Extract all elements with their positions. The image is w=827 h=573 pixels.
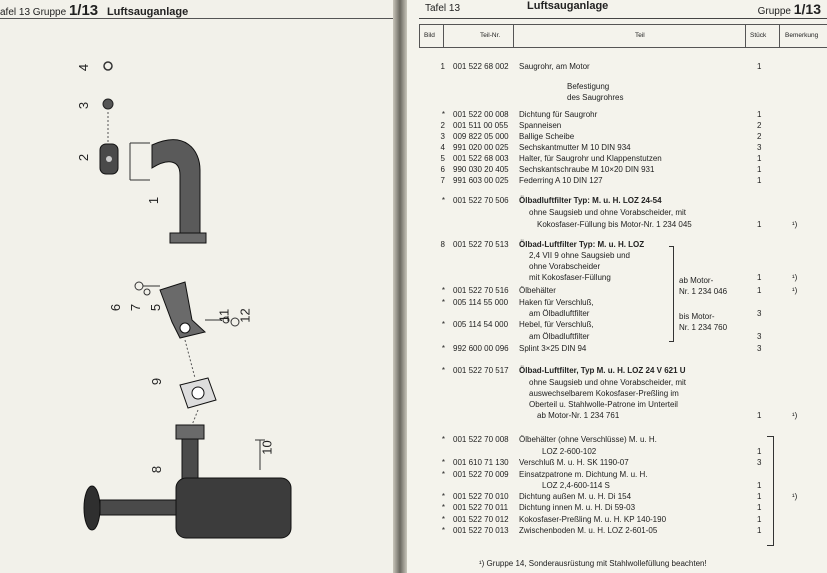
row-quantity: 1 bbox=[757, 273, 762, 282]
row-quantity: 1 bbox=[757, 411, 762, 420]
row-part-description: Ölbad-Luftfilter Typ: M. u. H. LOZ bbox=[519, 240, 645, 249]
row-part-description: 2,4 VII 9 ohne Saugsieb und bbox=[529, 251, 630, 260]
row-part-description: Ballige Scheibe bbox=[519, 132, 575, 141]
row-quantity: 2 bbox=[757, 121, 762, 130]
bracket-note: Nr. 1 234 760 bbox=[679, 323, 728, 332]
row-part-description: Oberteil u. Stahlwolle-Patrone im Unterteil bbox=[529, 400, 678, 409]
right-header-left: Tafel 13 bbox=[425, 3, 461, 14]
row-part-number: 001 610 71 130 bbox=[453, 458, 509, 467]
row-part-number: 001 522 70 008 bbox=[453, 435, 509, 444]
row-part-description: Federring A 10 DIN 127 bbox=[519, 176, 603, 185]
intake-elbow-part bbox=[152, 140, 200, 235]
filter-inlet-cap bbox=[84, 486, 100, 530]
row-part-number: 992 600 00 096 bbox=[453, 344, 509, 353]
row-bild: * bbox=[441, 503, 445, 512]
row-bild: * bbox=[441, 435, 445, 444]
spring-ring-part bbox=[144, 289, 150, 295]
row-part-description: Splint 3×25 DIN 94 bbox=[519, 344, 587, 353]
col-divider bbox=[443, 24, 444, 48]
row-quantity: 2 bbox=[757, 132, 762, 141]
callout-2: 2 bbox=[76, 153, 92, 162]
row-part-number: 001 522 70 011 bbox=[453, 503, 509, 512]
row-part-number: 009 822 05 000 bbox=[453, 132, 509, 141]
row-bild: 6 bbox=[440, 165, 445, 174]
left-header-title: Luftsauganlage bbox=[106, 6, 189, 18]
callout-6: 6 bbox=[108, 303, 124, 312]
row-part-number: 990 030 20 405 bbox=[453, 165, 509, 174]
row-bild: 3 bbox=[440, 132, 445, 141]
callout-4: 4 bbox=[76, 63, 92, 72]
row-bild: 1 bbox=[440, 62, 445, 71]
row-part-description: ohne Vorabscheider bbox=[529, 262, 601, 271]
elbow-flange bbox=[170, 233, 206, 243]
row-part-number: 001 522 00 008 bbox=[453, 110, 509, 119]
row-part-description: ab Motor-Nr. 1 234 761 bbox=[537, 411, 620, 420]
row-bild: 4 bbox=[440, 143, 445, 152]
row-part-number: 001 522 70 009 bbox=[453, 470, 509, 479]
row-quantity: 1 bbox=[757, 503, 762, 512]
row-part-description: ohne Saugsieb und ohne Vorabscheider, mit bbox=[529, 378, 687, 387]
bracket-note: bis Motor- bbox=[679, 312, 715, 321]
row-part-number: 001 522 70 513 bbox=[453, 240, 509, 249]
row-quantity: 3 bbox=[757, 309, 762, 318]
row-bild: * bbox=[441, 196, 445, 205]
row-part-description: Ölbehälter (ohne Verschlüsse) M. u. H. bbox=[519, 435, 657, 444]
row-quantity: 1 bbox=[757, 492, 762, 501]
filter-flange bbox=[176, 425, 204, 439]
row-part-description: Spanneisen bbox=[519, 121, 562, 130]
col-divider bbox=[513, 24, 514, 48]
clamp-hole bbox=[106, 156, 112, 162]
row-part-number: 991 020 00 025 bbox=[453, 143, 509, 152]
right-header-group-number: 1/13 bbox=[793, 1, 821, 17]
book-gutter bbox=[393, 0, 407, 573]
row-bild: * bbox=[441, 298, 445, 307]
row-part-description: am Ölbadluftfilter bbox=[529, 309, 590, 318]
row-part-description: Zwischenboden M. u. H. LOZ 2-601-05 bbox=[519, 526, 658, 535]
row-bild: * bbox=[441, 366, 445, 375]
bracket-note: Nr. 1 234 046 bbox=[679, 287, 728, 296]
row-part-number: 001 522 70 012 bbox=[453, 515, 509, 524]
row-part-number: 991 603 00 025 bbox=[453, 176, 509, 185]
callout-10: 10 bbox=[259, 440, 275, 455]
row-bild: * bbox=[441, 470, 445, 479]
row-bild: * bbox=[441, 492, 445, 501]
col-divider bbox=[745, 24, 746, 48]
col-bild: Bild bbox=[424, 32, 435, 39]
row-quantity: 1 bbox=[757, 481, 762, 490]
right-header-group bbox=[758, 1, 821, 17]
row-remark: ¹) bbox=[792, 220, 798, 229]
callout-11: 11 bbox=[216, 308, 232, 323]
left-page bbox=[0, 0, 393, 573]
row-part-description: des Saugrohres bbox=[567, 93, 624, 102]
row-quantity: 3 bbox=[757, 332, 762, 341]
right-header-group-prefix: Gruppe bbox=[757, 6, 791, 17]
row-part-number: 001 522 70 506 bbox=[453, 196, 509, 205]
table-header bbox=[419, 24, 827, 48]
callout-8: 8 bbox=[149, 465, 165, 474]
row-remark: ¹) bbox=[792, 273, 798, 282]
left-header-prefix: afel 13 Gruppe bbox=[0, 7, 67, 18]
row-bild: * bbox=[441, 458, 445, 467]
col-teilnr: Teil-Nr. bbox=[480, 32, 501, 39]
row-part-description: Saugrohr, am Motor bbox=[519, 62, 590, 71]
callout-1: 1 bbox=[146, 196, 162, 205]
row-quantity: 1 bbox=[757, 286, 762, 295]
row-part-description: Dichtung außen M. u. H. Di 154 bbox=[519, 492, 632, 501]
col-bemerkung: Bemerkung bbox=[785, 32, 819, 39]
filter-body bbox=[176, 478, 291, 538]
row-bild: * bbox=[441, 515, 445, 524]
row-quantity: 3 bbox=[757, 458, 762, 467]
nut-part bbox=[104, 62, 112, 70]
callout-12: 12 bbox=[237, 308, 253, 323]
row-quantity: 1 bbox=[757, 526, 762, 535]
row-part-description: LOZ 2-600-102 bbox=[542, 447, 597, 456]
left-header-group: 1/13 bbox=[68, 2, 99, 19]
row-part-number: 001 522 70 517 bbox=[453, 366, 509, 375]
row-part-number: 001 522 70 013 bbox=[453, 526, 509, 535]
row-part-number: 001 522 70 010 bbox=[453, 492, 509, 501]
row-part-description: ohne Saugsieb und ohne Vorabscheider, mit bbox=[529, 208, 687, 217]
row-part-description: Kokosfaser-Füllung bis Motor-Nr. 1 234 045 bbox=[537, 220, 692, 229]
row-part-description: Verschluß M. u. H. SK 1190-07 bbox=[519, 458, 629, 467]
row-part-description: Hebel, für Verschluß, bbox=[519, 320, 594, 329]
row-bild: 2 bbox=[440, 121, 445, 130]
holder-hole bbox=[180, 323, 190, 333]
row-part-description: Ölbadluftfilter Typ: M. u. H. LOZ 24-54 bbox=[519, 196, 662, 205]
col-divider bbox=[779, 24, 780, 48]
row-quantity: 3 bbox=[757, 143, 762, 152]
row-bild: * bbox=[441, 526, 445, 535]
row-part-description: Kokosfaser-Preßling M. u. H. KP 140-190 bbox=[519, 515, 667, 524]
washer-part bbox=[103, 99, 113, 109]
row-part-description: am Ölbadluftfilter bbox=[529, 332, 590, 341]
callout-5: 5 bbox=[148, 303, 164, 312]
row-part-number: 005 114 55 000 bbox=[453, 298, 509, 307]
row-quantity: 1 bbox=[757, 154, 762, 163]
row-part-description: Ölbehälter bbox=[519, 286, 556, 295]
leader-line bbox=[185, 340, 195, 378]
footnote: ¹) Gruppe 14, Sonderausrüstung mit Stahlwollefüllung beachten! bbox=[479, 559, 707, 568]
exploded-parts-drawing bbox=[0, 0, 393, 573]
right-page bbox=[407, 0, 827, 573]
row-bild: * bbox=[441, 110, 445, 119]
row-part-description: auswechselbarem Kokosfaser-Preßling im bbox=[529, 389, 679, 398]
screw-part bbox=[135, 282, 143, 290]
row-part-description: Halter, für Saugrohr und Klappenstutzen bbox=[519, 154, 662, 163]
row-bild: 7 bbox=[440, 176, 445, 185]
row-part-description: Haken für Verschluß, bbox=[519, 298, 594, 307]
row-part-number: 001 522 68 003 bbox=[453, 154, 509, 163]
row-part-description: Befestigung bbox=[567, 82, 610, 91]
col-teil: Teil bbox=[635, 32, 645, 39]
row-quantity: 1 bbox=[757, 176, 762, 185]
row-quantity: 1 bbox=[757, 62, 762, 71]
row-part-description: Einsatzpatrone m. Dichtung M. u. H. bbox=[519, 470, 648, 479]
header-rule bbox=[419, 18, 827, 19]
right-header-title: Luftsauganlage bbox=[527, 0, 609, 12]
row-part-description: LOZ 2,4-600-114 S bbox=[542, 481, 610, 490]
row-part-description: mit Kokosfaser-Füllung bbox=[529, 273, 611, 282]
col-stueck: Stück bbox=[750, 32, 767, 39]
brace-bracket bbox=[767, 436, 774, 546]
row-quantity: 1 bbox=[757, 515, 762, 524]
callout-3: 3 bbox=[76, 101, 92, 110]
row-quantity: 1 bbox=[757, 447, 762, 456]
row-part-number: 005 114 54 000 bbox=[453, 320, 509, 329]
callout-7: 7 bbox=[128, 303, 144, 312]
row-part-number: 001 522 70 516 bbox=[453, 286, 509, 295]
row-remark: ¹) bbox=[792, 411, 798, 420]
filter-inlet-pipe bbox=[100, 500, 176, 515]
gasket-hole bbox=[192, 387, 204, 399]
row-remark: ¹) bbox=[792, 286, 798, 295]
row-quantity: 3 bbox=[757, 344, 762, 353]
row-bild: * bbox=[441, 286, 445, 295]
row-quantity: 1 bbox=[757, 165, 762, 174]
row-quantity: 1 bbox=[757, 110, 762, 119]
row-part-description: Ölbad-Luftfilter, Typ M. u. H. LOZ 24 V 621 U bbox=[519, 366, 686, 375]
leader-line bbox=[192, 410, 198, 425]
row-part-description: Dichtung innen M. u. H. Di 59-03 bbox=[519, 503, 636, 512]
row-bild: 8 bbox=[440, 240, 445, 249]
row-part-number: 001 511 00 055 bbox=[453, 121, 509, 130]
row-quantity: 1 bbox=[757, 220, 762, 229]
row-part-description: Sechskantschraube M 10×20 DIN 931 bbox=[519, 165, 655, 174]
row-part-number: 001 522 68 002 bbox=[453, 62, 509, 71]
row-bild: * bbox=[441, 344, 445, 353]
row-bild: * bbox=[441, 320, 445, 329]
row-part-description: Dichtung für Saugrohr bbox=[519, 110, 598, 119]
row-bild: 5 bbox=[440, 154, 445, 163]
bracket-note: ab Motor- bbox=[679, 276, 714, 285]
filter-neck bbox=[182, 439, 198, 479]
row-part-description: Sechskantmutter M 10 DIN 934 bbox=[519, 143, 631, 152]
callout-9: 9 bbox=[149, 377, 165, 386]
bracket-mark bbox=[130, 143, 150, 180]
brace-bracket bbox=[669, 246, 674, 342]
row-remark: ¹) bbox=[792, 492, 798, 501]
